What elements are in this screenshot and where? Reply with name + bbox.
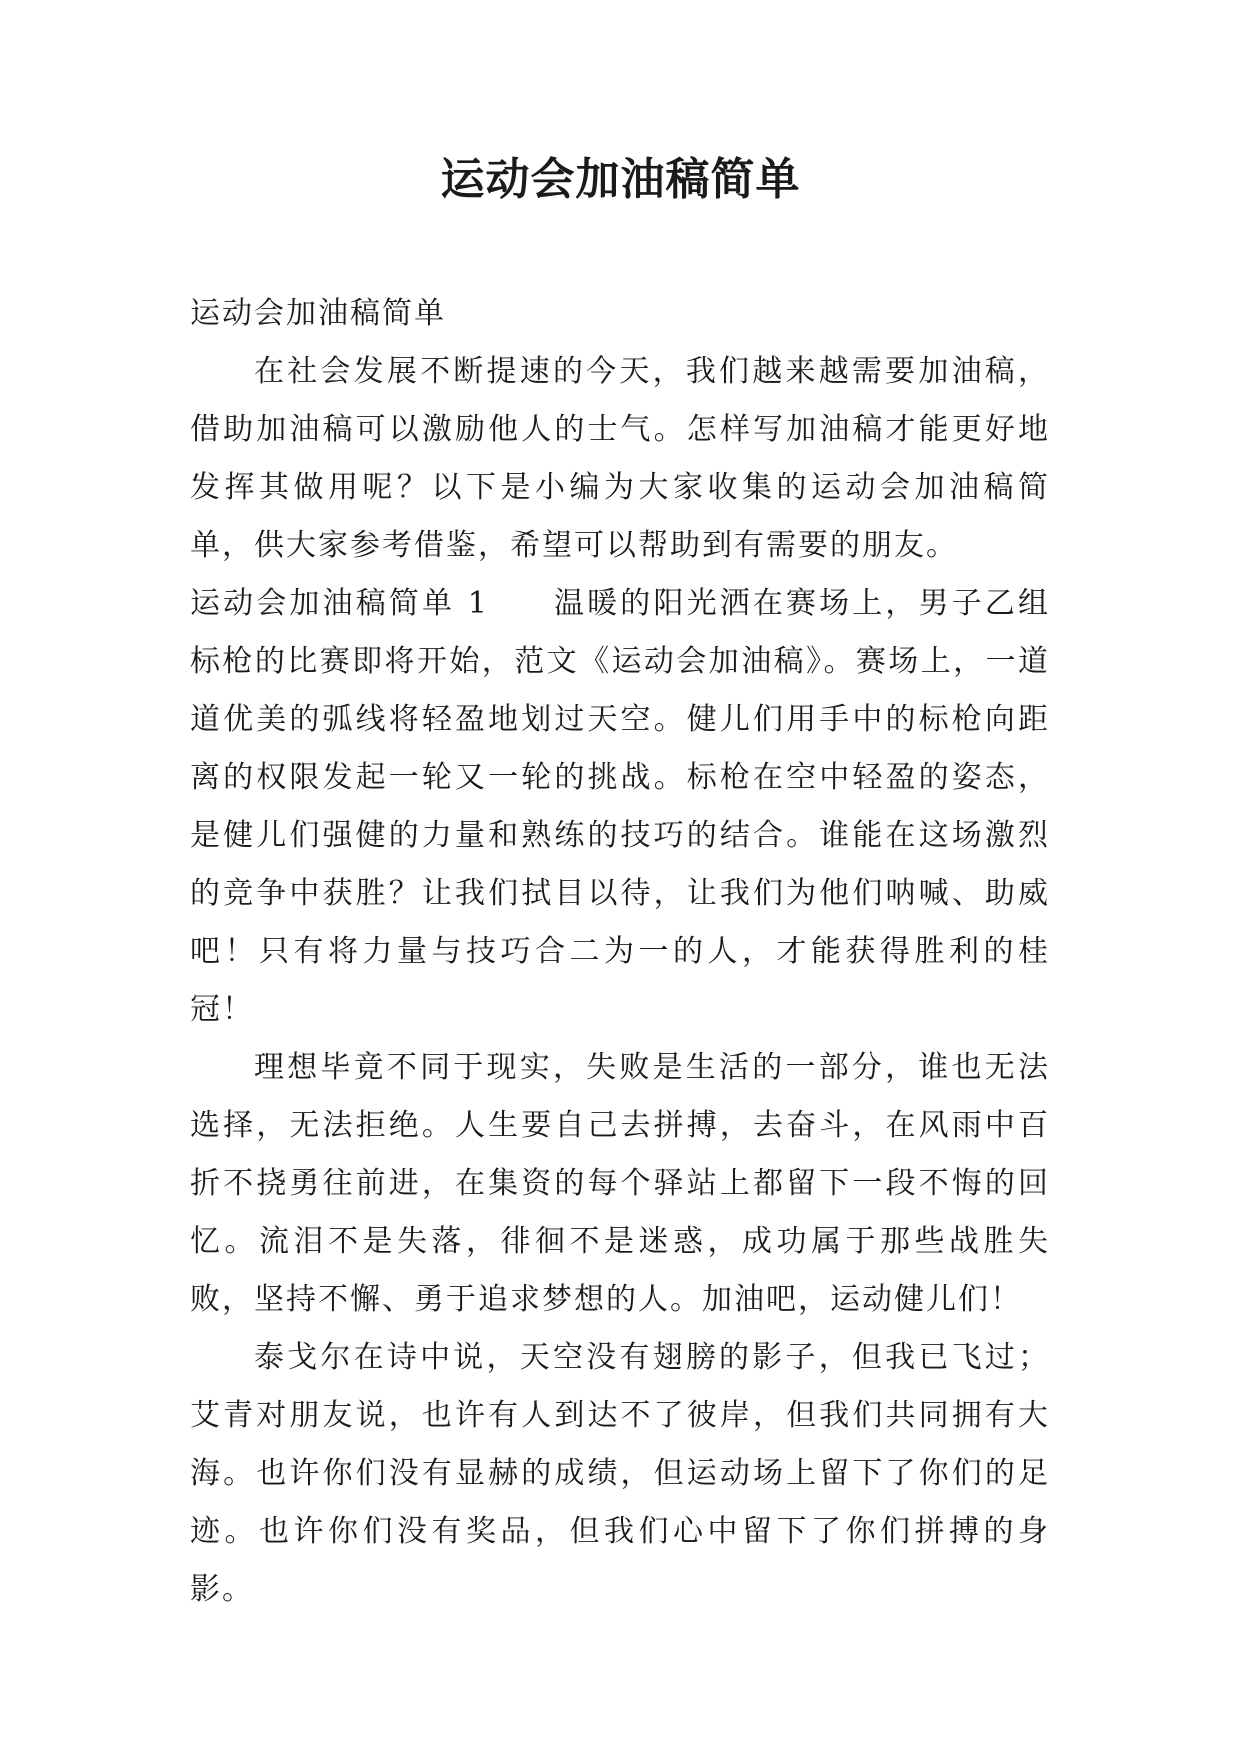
section-1-text: 温暖的阳光洒在赛场上，男子乙组标枪的比赛即将开始，范文《运动会加油稿》。赛场上，一道道优美的弧线将轻盈地划过天空。健儿们用手中的标枪向距离的权限发起一轮又一轮的挑战。标枪在空中轻盈的姿态，是健儿们强健的力量和熟练的技巧的结合。谁能在这场激烈的竞争中获胜？让我们拭目以待，让我们为他们呐喊、助威吧！只有将力量与技巧合二为一的人，才能获得胜利的桂冠！ (190, 586, 1050, 1027)
subtitle: 运动会加油稿简单 (190, 296, 446, 331)
paragraph-3: 泰戈尔在诗中说，天空没有翅膀的影子，但我已飞过；艾青对朋友说，也许有人到达不了彼岸，但我们共同拥有大海。也许你们没有显赫的成绩，但运动场上留下了你们的足迹。也许你们没有奖品，但我们心中留下了你们拼搏的身影。 (190, 1340, 1050, 1607)
section-1-paragraph (190, 575, 1050, 1039)
document-title: 运动会加油稿简单 (440, 154, 801, 205)
document-body (190, 285, 1050, 1619)
section-1-heading: 运动会加油稿简单 1 (190, 586, 489, 621)
paragraph-2: 理想毕竟不同于现实，失败是生活的一部分，谁也无法选择，无法拒绝。人生要自己去拼搏，去奋斗，在风雨中百折不挠勇往前进，在集资的每个驿站上都留下一段不悔的回忆。流泪不是失落，徘徊不是迷惑，成功属于那些战胜失败，坚持不懈、勇于追求梦想的人。加油吧，运动健儿们！ (190, 1050, 1050, 1317)
intro-paragraph: 在社会发展不断提速的今天，我们越来越需要加油稿，借助加油稿可以激励他人的士气。怎样写加油稿才能更好地发挥其做用呢？以下是小编为大家收集的运动会加油稿简单，供大家参考借鉴，希望可以帮助到有需要的朋友。 (190, 354, 1050, 563)
